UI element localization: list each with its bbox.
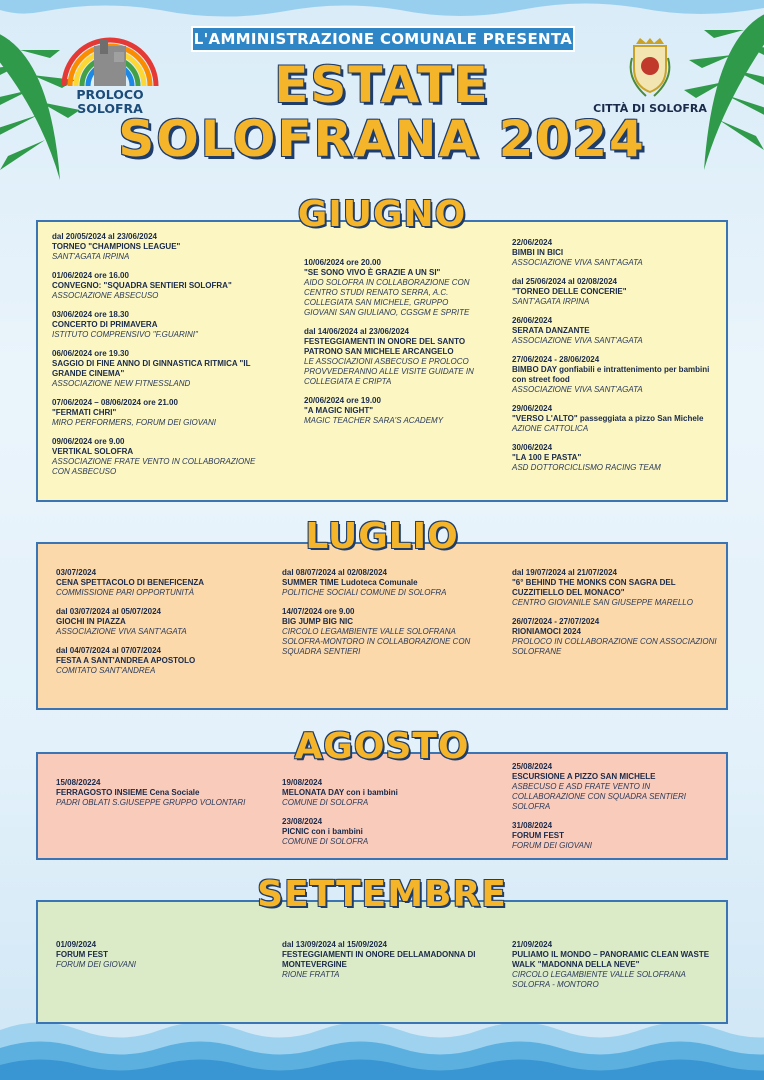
event-title: "TORNEO DELLE CONCERIE" — [512, 287, 627, 296]
event-organizer: PADRI OBLATI S.GIUSEPPE GRUPPO VOLONTARI — [56, 798, 246, 807]
event-item — [512, 316, 722, 346]
event-item — [512, 355, 722, 395]
event-organizer: ISTITUTO COMPRENSIVO "F.GUARINI" — [52, 330, 198, 339]
agosto-section — [36, 752, 728, 860]
agosto-title: AGOSTO — [294, 726, 470, 767]
event-title: CONCERTO DI PRIMAVERA — [52, 320, 158, 329]
event-organizer: ASSOCIAZIONE ABSECUSO — [52, 291, 159, 300]
event-organizer: ASSOCIAZIONE VIVA SANT'AGATA — [512, 385, 643, 394]
event-date: dal 03/07/2024 al 05/07/2024 — [56, 607, 161, 616]
event-title: BIMBI IN BICI — [512, 248, 564, 257]
event-organizer: COMITATO SANT'ANDREA — [56, 666, 156, 675]
event-organizer: COMUNE DI SOLOFRA — [282, 798, 369, 807]
title-line-1: ESTATE — [274, 56, 490, 114]
event-item — [282, 817, 482, 847]
agosto-column-3 — [512, 762, 722, 860]
giugno-column-2 — [304, 258, 474, 435]
event-date: 15/08/20224 — [56, 778, 101, 787]
event-title: VERTIKAL SOLOFRA — [52, 447, 134, 456]
event-organizer: FORUM DEI GIOVANI — [56, 960, 137, 969]
event-organizer: ASSOCIAZIONE NEW FITNESSLAND — [52, 379, 191, 388]
presenter-banner: L'AMMINISTRAZIONE COMUNALE PRESENTA — [191, 26, 575, 52]
event-title: SUMMER TIME Ludoteca Comunale — [282, 578, 418, 587]
event-date: 03/07/2024 — [56, 568, 97, 577]
event-organizer: AIDO SOLOFRA IN COLLABORAZIONE CON CENTRO STUDI RENATO SERRA, A.C. COLLEGIATA SAN MICHELE, GRUPPO GIOVANI SAN GIULIANO, CGSGM E SPRITE — [304, 278, 470, 317]
event-date: 01/09/2024 — [56, 940, 97, 949]
event-organizer: ASSOCIAZIONE FRATE VENTO IN COLLABORAZIONE CON ASBECUSO — [52, 457, 256, 476]
event-date: 26/07/2024 - 27/07/2024 — [512, 617, 600, 626]
event-date: 09/06/2024 ore 9.00 — [52, 437, 125, 446]
luglio-section — [36, 542, 728, 710]
event-organizer: ASD DOTTORCICLISMO RACING TEAM — [512, 463, 661, 472]
event-title: GIOCHI IN PIAZZA — [56, 617, 126, 626]
event-item — [512, 443, 722, 473]
event-item — [512, 238, 722, 268]
event-organizer: CENTRO GIOVANILE SAN GIUSEPPE MARELLO — [512, 598, 693, 607]
event-title: PICNIC con i bambini — [282, 827, 363, 836]
event-item — [304, 327, 474, 387]
event-date: 29/06/2024 — [512, 404, 553, 413]
event-date: 31/08/2024 — [512, 821, 553, 830]
event-title: FORUM FEST — [512, 831, 564, 840]
city-name: CITTÀ DI SOLOFRA — [593, 102, 707, 115]
event-date: 27/06/2024 - 28/06/2024 — [512, 355, 600, 364]
event-item — [56, 778, 256, 808]
event-item — [52, 232, 272, 262]
event-item — [512, 404, 722, 434]
event-title: "A MAGIC NIGHT" — [304, 406, 374, 415]
title-line-2: SOLOFRANA 2024 — [118, 110, 646, 168]
settembre-title: SETTEMBRE — [257, 874, 507, 915]
event-item — [282, 568, 482, 598]
settembre-section — [36, 900, 728, 1024]
event-title: "SE SONO VIVO È GRAZIE A UN SI" — [304, 268, 441, 277]
event-date: 23/08/2024 — [282, 817, 323, 826]
event-title: SERATA DANZANTE — [512, 326, 590, 335]
event-title: "VERSO L'ALTO" passeggiata a pizzo San Michele — [512, 414, 704, 423]
event-organizer: ASSOCIAZIONE VIVA SANT'AGATA — [56, 627, 187, 636]
event-item — [52, 398, 272, 428]
event-title: CONVEGNO: "SQUADRA SENTIERI SOLOFRA" — [52, 281, 232, 290]
event-date: 22/06/2024 — [512, 238, 553, 247]
poster-title — [0, 58, 764, 166]
event-date: dal 20/05/2024 al 23/06/2024 — [52, 232, 157, 241]
event-item — [512, 617, 722, 657]
event-title: FESTEGGIAMENTI IN ONORE DEL SANTO PATRONO SAN MICHELE ARCANGELO — [304, 337, 466, 356]
event-item — [282, 778, 482, 808]
event-item — [512, 762, 722, 812]
event-item — [282, 607, 482, 657]
event-date: 10/06/2024 ore 20.00 — [304, 258, 381, 267]
event-date: 21/09/2024 — [512, 940, 553, 949]
event-item — [56, 646, 266, 676]
event-title: FORUM FEST — [56, 950, 108, 959]
event-item — [512, 568, 722, 608]
event-title: FESTEGGIAMENTI IN ONORE DELLAMADONNA DI MONTEVERGINE — [282, 950, 476, 969]
luglio-column-2 — [282, 568, 482, 666]
agosto-column-2 — [282, 778, 482, 856]
event-date: 25/08/2024 — [512, 762, 553, 771]
event-title: PULIAMO IL MONDO – PANORAMIC CLEAN WASTE WALK "MADONNA DELLA NEVE" — [512, 950, 710, 969]
luglio-column-1 — [56, 568, 266, 685]
event-organizer: MIRO PERFORMERS, FORUM DEI GIOVANI — [52, 418, 217, 427]
event-item — [512, 940, 722, 990]
giugno-column-1 — [52, 232, 272, 486]
event-organizer: POLITICHE SOCIALI COMUNE DI SOLOFRA — [282, 588, 447, 597]
event-organizer: ASSOCIAZIONE VIVA SANT'AGATA — [512, 258, 643, 267]
event-item — [52, 310, 272, 340]
event-organizer: MAGIC TEACHER SARA'S ACADEMY — [304, 416, 444, 425]
event-item — [56, 607, 266, 637]
event-title: TORNEO "CHAMPIONS LEAGUE" — [52, 242, 181, 251]
event-date: dal 04/07/2024 al 07/07/2024 — [56, 646, 161, 655]
event-item — [52, 437, 272, 477]
luglio-column-3 — [512, 568, 722, 666]
giugno-title: GIUGNO — [297, 194, 467, 235]
event-item — [304, 396, 474, 426]
event-date: dal 25/06/2024 al 02/08/2024 — [512, 277, 617, 286]
event-date: 26/06/2024 — [512, 316, 553, 325]
event-title: "FERMATI CHRI" — [52, 408, 117, 417]
event-date: 07/06/2024 – 08/06/2024 ore 21.00 — [52, 398, 178, 407]
event-organizer: CIRCOLO LEGAMBIENTE VALLE SOLOFRANA SOLOFRA - MONTORO — [512, 970, 686, 989]
event-item — [56, 940, 256, 970]
event-date: dal 14/06/2024 al 23/06/2024 — [304, 327, 409, 336]
event-title: BIG JUMP BIG NIC — [282, 617, 353, 626]
event-item — [304, 258, 474, 318]
proloco-logo-line1: PROLOCO — [76, 87, 144, 102]
event-organizer: SANT'AGATA IRPINA — [52, 252, 130, 261]
event-organizer: COMUNE DI SOLOFRA — [282, 837, 369, 846]
event-date: 20/06/2024 ore 19.00 — [304, 396, 381, 405]
event-organizer: PROLOCO IN COLLABORAZIONE CON ASSOCIAZIONI SOLOFRANE — [512, 637, 717, 656]
event-organizer: ASSOCIAZIONE VIVA SANT'AGATA — [512, 336, 643, 345]
settembre-column-3 — [512, 940, 722, 999]
event-title: FESTA A SANT'ANDREA APOSTOLO — [56, 656, 196, 665]
event-organizer: SANT'AGATA IRPINA — [512, 297, 590, 306]
event-date: 01/06/2024 ore 16.00 — [52, 271, 129, 280]
event-organizer: RIONE FRATTA — [282, 970, 340, 979]
event-title: ESCURSIONE A PIZZO SAN MICHELE — [512, 772, 656, 781]
event-title: BIMBO DAY gonfiabili e intrattenimento per bambini con street food — [512, 365, 710, 384]
event-organizer: CIRCOLO LEGAMBIENTE VALLE SOLOFRANA SOLOFRA-MONTORO IN COLLABORAZIONE CON SQUADRA SENTIERI — [282, 627, 471, 656]
event-item — [56, 568, 266, 598]
event-title: "6° BEHIND THE MONKS CON SAGRA DEL CUZZITIELLO DEL MONACO" — [512, 578, 676, 597]
event-title: "LA 100 E PASTA" — [512, 453, 582, 462]
event-item — [512, 277, 722, 307]
event-date: 19/08/2024 — [282, 778, 323, 787]
settembre-column-1 — [56, 940, 256, 979]
giugno-column-3 — [512, 238, 722, 482]
settembre-column-2 — [282, 940, 482, 989]
event-date: 03/06/2024 ore 18.30 — [52, 310, 129, 319]
proloco-logo-line2: SOLOFRA — [77, 101, 143, 116]
event-title: FERRAGOSTO INSIEME Cena Sociale — [56, 788, 200, 797]
event-date: dal 08/07/2024 al 02/08/2024 — [282, 568, 387, 577]
event-date: dal 13/09/2024 al 15/09/2024 — [282, 940, 387, 949]
event-organizer: ASBECUSO E ASD FRATE VENTO IN COLLABORAZIONE CON SQUADRA SENTIERI SOLOFRA — [512, 782, 686, 811]
agosto-column-1 — [56, 778, 256, 817]
event-title: CENA SPETTACOLO DI BENEFICENZA — [56, 578, 205, 587]
event-organizer: AZIONE CATTOLICA — [512, 424, 589, 433]
event-item — [282, 940, 482, 980]
event-date: 30/06/2024 — [512, 443, 553, 452]
event-date: dal 19/07/2024 al 21/07/2024 — [512, 568, 617, 577]
event-organizer: FORUM DEI GIOVANI — [512, 841, 593, 850]
event-title: SAGGIO DI FINE ANNO DI GINNASTICA RITMICA "IL GRANDE CINEMA" — [52, 359, 251, 378]
event-title: RIONIAMOCI 2024 — [512, 627, 581, 636]
event-item — [52, 349, 272, 389]
event-date: 06/06/2024 ore 19.30 — [52, 349, 129, 358]
event-item — [512, 821, 722, 851]
luglio-title: LUGLIO — [305, 516, 459, 557]
event-date: 14/07/2024 ore 9.00 — [282, 607, 355, 616]
event-title: MELONATA DAY con i bambini — [282, 788, 398, 797]
event-organizer: COMMISSIONE PARI OPPORTUNITÀ — [56, 588, 194, 597]
event-organizer: LE ASSOCIAZIONI ASBECUSO E PROLOCO PROVVEDERANNO ALLE VISITE GUIDATE IN COLLEGIATA E CRIPTA — [304, 357, 474, 386]
event-item — [52, 271, 272, 301]
giugno-section — [36, 220, 728, 502]
